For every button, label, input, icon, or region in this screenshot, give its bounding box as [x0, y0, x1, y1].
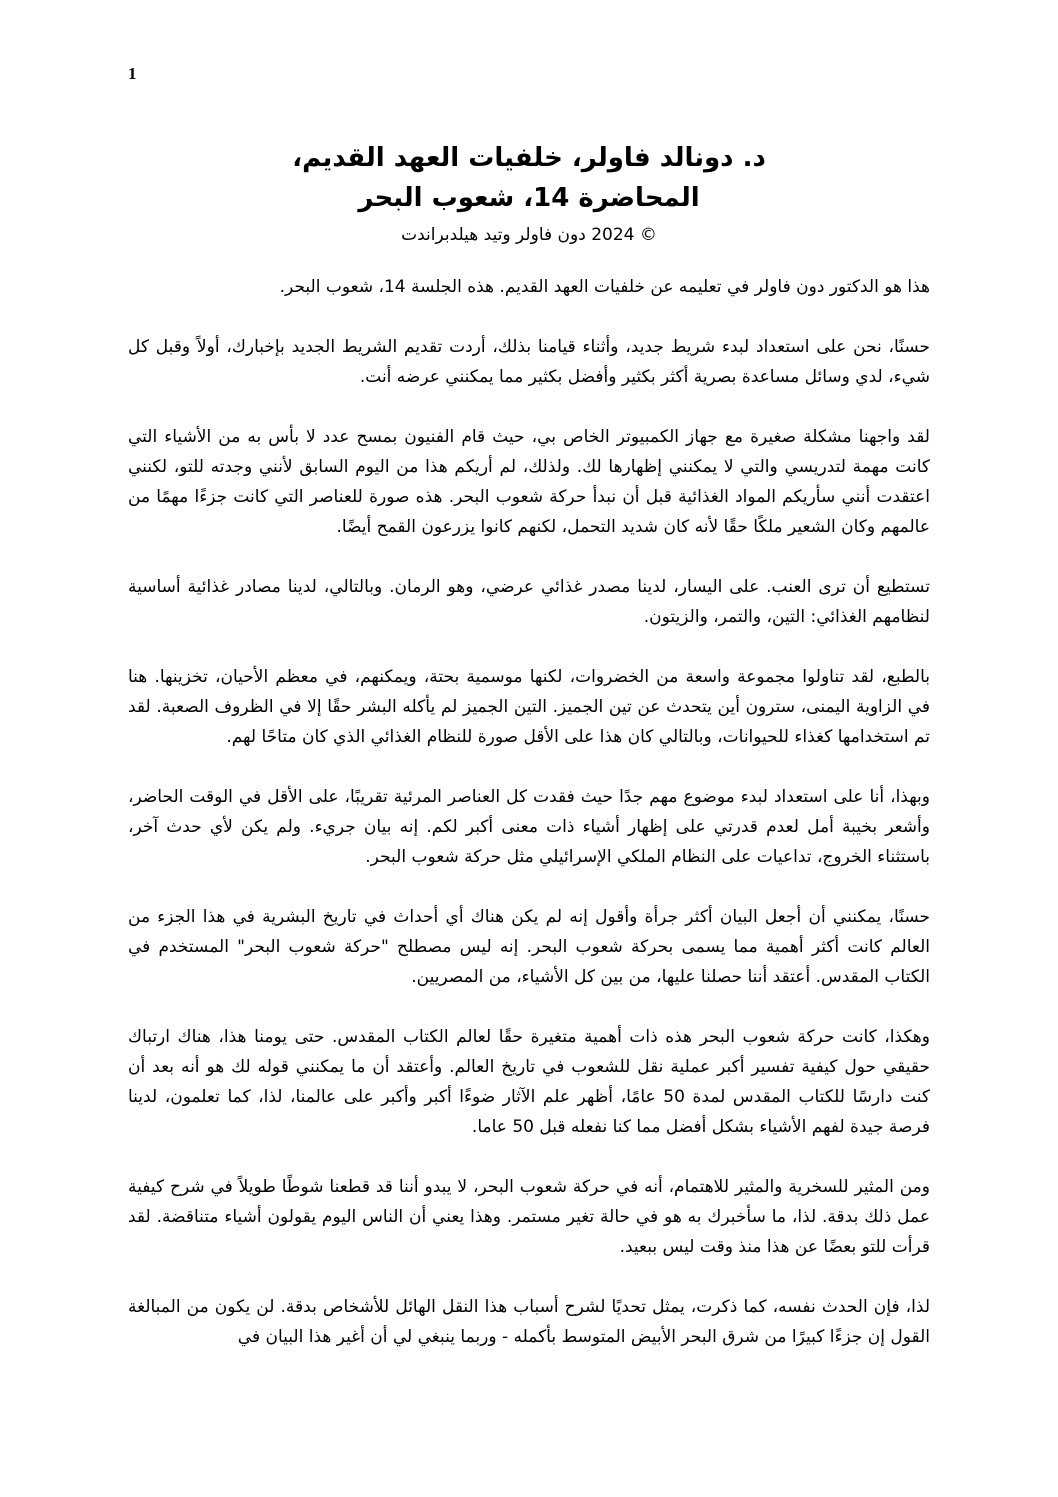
paragraph: هذا هو الدكتور دون فاولر في تعليمه عن خلفيات العهد القديم. هذه الجلسة 14، شعوب البحر.: [279, 277, 930, 297]
title-block: [130, 138, 928, 248]
paragraph: تستطيع أن ترى العنب. على اليسار، لدينا مصدر غذائي عرضي، وهو الرمان. وبالتالي، لدينا مصادر غذائية أساسية لنظامهم الغذائي: التين، والتمر، والزيتون.: [128, 577, 930, 627]
paragraph: وهكذا، كانت حركة شعوب البحر هذه ذات أهمية متغيرة حقًا لعالم الكتاب المقدس. حتى يومنا هذا، هناك ارتباك حقيقي حول كيفية تفسير أكبر عملية نقل للشعوب في تاريخ العالم. وأعتقد أن ما يمكنني قوله لك هو أنه بعد أن كنت دارسًا للكتاب المقدس لمدة 50 عامًا، أظهر علم الآثار ضوءًا أكبر وأكبر على عالمنا، لذا، كما تعلمون، لدينا فرصة جيدة لفهم الأشياء بشكل أفضل مما كنا نفعله قبل 50 عاما.: [128, 1027, 930, 1137]
document-title: د. دونالد فاولر، خلفيات العهد القديم،: [292, 143, 766, 173]
transcript-body: [128, 272, 930, 1382]
paragraph: حسنًا، يمكنني أن أجعل البيان أكثر جرأة وأقول إنه لم يكن هناك أي أحداث في تاريخ البشرية في هذا الجزء من العالم كانت أكثر أهمية مما يسمى بحركة شعوب البحر. إنه ليس مصطلح "حركة شعوب البحر" المستخدم في الكتاب المقدس. أعتقد أننا حصلنا عليها، من بين كل الأشياء، من المصريين.: [128, 907, 930, 987]
copyright-line: © 2024 دون فاولر وتيد هيلدبراندت: [401, 225, 657, 245]
paragraph: حسنًا، نحن على استعداد لبدء شريط جديد، وأثناء قيامنا بذلك، أردت تقديم الشريط الجديد بإخبارك، أولاً وقبل كل شيء، لدي وسائل مساعدة بصرية أكثر بكثير وأفضل بكثير مما يمكنني عرضه أنت.: [128, 337, 930, 387]
paragraph: لذا، فإن الحدث نفسه، كما ذكرت، يمثل تحديًا لشرح أسباب هذا النقل الهائل للأشخاص بدقة. لن يكون من المبالغة القول إن جزءًا كبيرًا من شرق البحر الأبيض المتوسط بأكمله - وربما ينبغي لي أن أغير هذا البيان في: [128, 1297, 930, 1347]
paragraph: لقد واجهنا مشكلة صغيرة مع جهاز الكمبيوتر الخاص بي، حيث قام الفنيون بمسح عدد لا بأس به من الأشياء التي كانت مهمة لتدريسي والتي لا يمكنني إظهارها لك. ولذلك، لم أريكم هذا من اليوم السابق لأنني وجدته للتو، لكنني اعتقدت أنني سأريكم المواد الغذائية قبل أن نبدأ حركة شعوب البحر. هذه صورة للعناصر التي كانت جزءًا مهمًا من عالمهم وكان الشعير ملكًا حقًا لأنه كان شديد التحمل، لكنهم كانوا يزرعون القمح أيضًا.: [128, 427, 930, 537]
page-number: 1: [128, 64, 137, 83]
lecture-title: المحاضرة 14، شعوب البحر: [358, 183, 700, 213]
paragraph: وبهذا، أنا على استعداد لبدء موضوع مهم جدًا حيث فقدت كل العناصر المرئية تقريبًا، على الأقل في الوقت الحاضر، وأشعر بخيبة أمل لعدم قدرتي على إظهار أشياء ذات معنى أكبر لكم. إنه بيان جريء. ولم يكن لأي حدث آخر، باستثناء الخروج، تداعيات على النظام الملكي الإسرائيلي مثل حركة شعوب البحر.: [128, 787, 930, 867]
paragraph: ومن المثير للسخرية والمثير للاهتمام، أنه في حركة شعوب البحر، لا يبدو أننا قد قطعنا شوطًا طويلاً في شرح كيفية عمل ذلك بدقة. لذا، ما سأخبرك به هو في حالة تغير مستمر. وهذا يعني أن الناس اليوم يقولون أشياء متناقضة. لقد قرأت للتو بعضًا عن هذا منذ وقت ليس ببعيد.: [128, 1177, 930, 1257]
paragraph: بالطبع، لقد تناولوا مجموعة واسعة من الخضروات، لكنها موسمية بحتة، ويمكنهم، في معظم الأحيان، تخزينها. هنا في الزاوية اليمنى، سترون أين يتحدث عن تين الجميز. التين الجميز لم يأكله البشر حقًا إلا في الظروف الصعبة. لقد تم استخدامها كغذاء للحيوانات، وبالتالي كان هذا على الأقل صورة للنظام الغذائي الذي كان متاحًا لهم.: [128, 667, 930, 747]
